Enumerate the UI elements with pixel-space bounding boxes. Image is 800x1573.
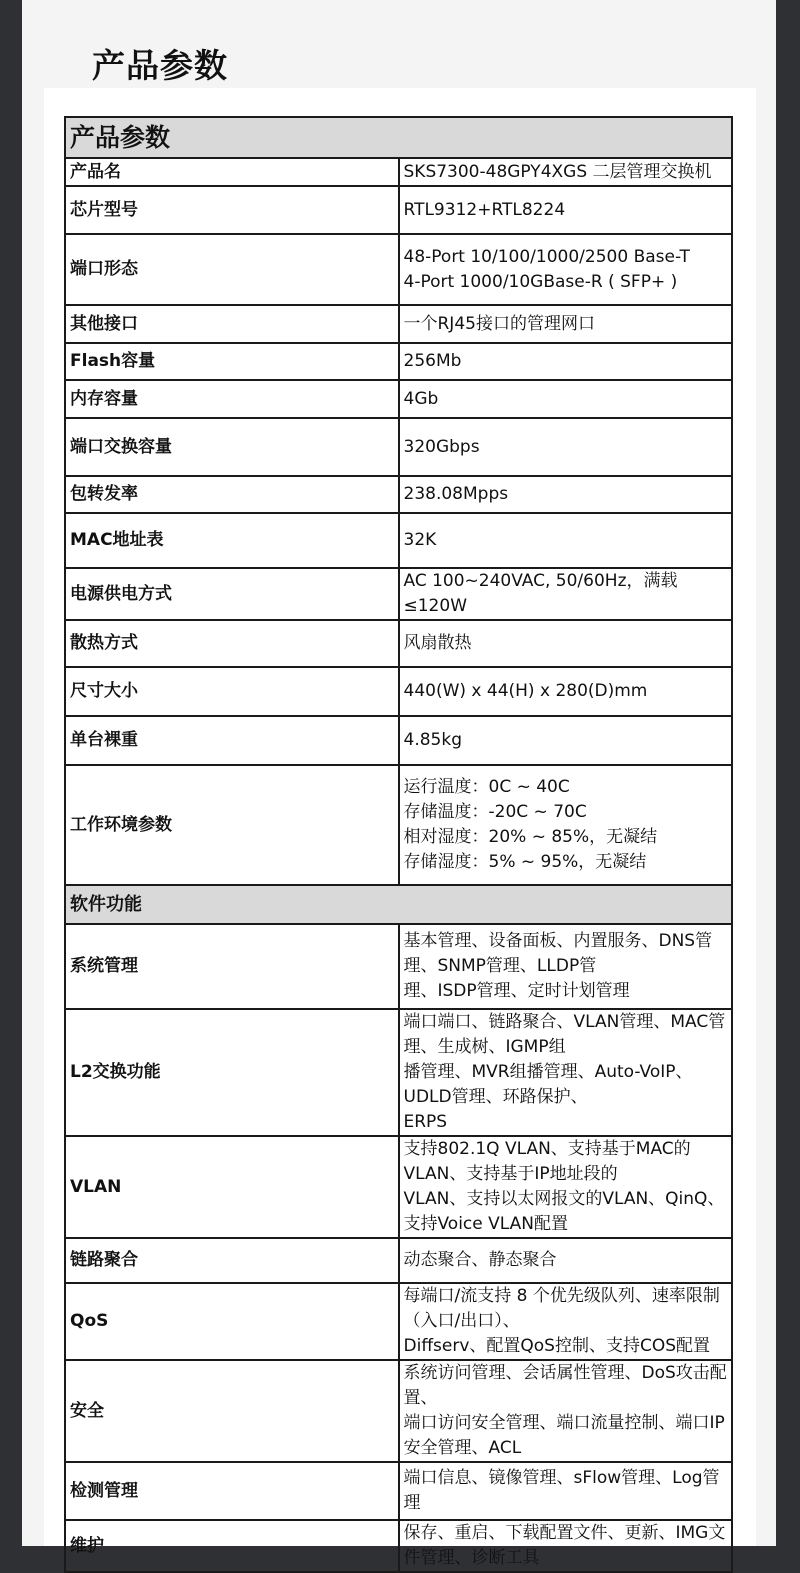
param-value-line: RTL9312+RTL8224 bbox=[403, 199, 566, 220]
param-value-line: 32K bbox=[403, 530, 437, 550]
param-value-line: 238.08Mpps bbox=[403, 484, 509, 504]
param-value-line: 端口信息、镜像管理、sFlow管理、Log管理 bbox=[403, 1468, 720, 1513]
param-value bbox=[399, 476, 733, 513]
param-value bbox=[399, 568, 733, 620]
software-param-row bbox=[65, 1360, 732, 1462]
param-value-line: 48-Port 10/100/1000/2500 Base-T bbox=[403, 246, 690, 267]
software-param-row bbox=[65, 1136, 732, 1238]
param-value bbox=[399, 716, 733, 765]
param-value-line: 理、ISDP管理、定时计划管理 bbox=[403, 981, 630, 1001]
param-value-line: 支持802.1Q VLAN、支持基于MAC的VLAN、支持基于IP地址段的 bbox=[403, 1139, 691, 1184]
param-value-line: 4Gb bbox=[403, 388, 439, 409]
param-value bbox=[399, 924, 733, 1009]
hardware-param-row bbox=[65, 418, 732, 476]
param-value-line: 320Gbps bbox=[403, 436, 480, 457]
param-value bbox=[399, 1238, 733, 1283]
table-title: 产品参数 bbox=[65, 117, 732, 158]
param-value-line: 相对湿度：20% ~ 85%，无凝结 bbox=[403, 827, 658, 847]
table-title-row bbox=[65, 117, 732, 158]
param-value-line: 256Mb bbox=[403, 351, 462, 371]
param-name: VLAN bbox=[65, 1136, 399, 1238]
param-value-line: Diffserv、配置QoS控制、支持COS配置 bbox=[403, 1336, 711, 1356]
param-name: 安全 bbox=[65, 1360, 399, 1462]
hardware-param-row bbox=[65, 620, 732, 667]
param-value-line: 4.85kg bbox=[403, 730, 462, 750]
param-name: MAC地址表 bbox=[65, 513, 399, 568]
hardware-param-row bbox=[65, 667, 732, 716]
param-value bbox=[399, 234, 733, 305]
param-value-line: 每端口/流支持 8 个优先级队列、速率限制（入口/出口）、 bbox=[403, 1286, 720, 1331]
param-value bbox=[399, 667, 733, 716]
software-param-row bbox=[65, 1520, 732, 1572]
param-value-line: 端口端口、链路聚合、VLAN管理、MAC管理、生成树、IGMP组 bbox=[403, 1012, 726, 1057]
param-name: 维护 bbox=[65, 1520, 399, 1572]
param-value bbox=[399, 765, 733, 885]
param-value bbox=[399, 1136, 733, 1238]
software-param-row bbox=[65, 1462, 732, 1520]
param-value-line: SKS7300-48GPY4XGS 二层管理交换机 bbox=[403, 161, 712, 182]
param-name: 系统管理 bbox=[65, 924, 399, 1009]
param-name: L2交换功能 bbox=[65, 1009, 399, 1136]
param-name: 产品名 bbox=[65, 158, 399, 186]
param-value-line: 动态聚合、静态聚合 bbox=[403, 1250, 557, 1270]
hardware-param-row bbox=[65, 716, 732, 765]
hardware-param-row bbox=[65, 476, 732, 513]
param-name: 端口交换容量 bbox=[65, 418, 399, 476]
param-value-line: 运行温度：0C ~ 40C bbox=[403, 777, 570, 797]
param-name: 内存容量 bbox=[65, 380, 399, 418]
param-value-line: 4-Port 1000/10GBase-R ( SFP+ ) bbox=[403, 271, 678, 292]
software-param-row bbox=[65, 1283, 732, 1360]
page-title: 产品参数 bbox=[92, 46, 228, 85]
param-value-line: ERPS bbox=[403, 1112, 448, 1132]
param-value bbox=[399, 1283, 733, 1360]
param-name: QoS bbox=[65, 1283, 399, 1360]
software-param-row bbox=[65, 924, 732, 1009]
param-name: 包转发率 bbox=[65, 476, 399, 513]
hardware-param-row bbox=[65, 158, 732, 186]
param-value-line: 基本管理、设备面板、内置服务、DNS管理、SNMP管理、LLDP管 bbox=[403, 931, 713, 976]
param-value bbox=[399, 305, 733, 343]
hardware-param-row bbox=[65, 765, 732, 885]
param-value bbox=[399, 158, 733, 186]
param-value bbox=[399, 1360, 733, 1462]
param-value bbox=[399, 343, 733, 380]
hardware-param-row bbox=[65, 186, 732, 234]
param-value-line: 440(W) x 44(H) x 280(D)mm bbox=[403, 681, 648, 701]
param-name: 单台裸重 bbox=[65, 716, 399, 765]
param-value bbox=[399, 1009, 733, 1136]
param-value-line: 播管理、MVR组播管理、Auto-VoIP、UDLD管理、环路保护、 bbox=[403, 1062, 693, 1107]
param-value bbox=[399, 620, 733, 667]
param-name: 散热方式 bbox=[65, 620, 399, 667]
hardware-param-row bbox=[65, 305, 732, 343]
param-value-line: 存储湿度：5% ~ 95%，无凝结 bbox=[403, 852, 647, 872]
software-section-title: 软件功能 bbox=[65, 885, 732, 924]
param-value-line: 保存、重启、下载配置文件、更新、IMG文件管理、诊断工具 bbox=[403, 1523, 726, 1568]
param-name: 检测管理 bbox=[65, 1462, 399, 1520]
hardware-param-row bbox=[65, 234, 732, 305]
param-name: 尺寸大小 bbox=[65, 667, 399, 716]
param-value-line: 系统访问管理、会话属性管理、DoS攻击配置、 bbox=[403, 1363, 727, 1408]
param-name: 其他接口 bbox=[65, 305, 399, 343]
software-param-row bbox=[65, 1009, 732, 1136]
param-name: 芯片型号 bbox=[65, 186, 399, 234]
hardware-param-row bbox=[65, 343, 732, 380]
param-value-line: 一个RJ45接口的管理网口 bbox=[403, 313, 595, 334]
param-value bbox=[399, 380, 733, 418]
param-value bbox=[399, 1462, 733, 1520]
param-value-line: 风扇散热 bbox=[403, 633, 472, 653]
param-name: 电源供电方式 bbox=[65, 568, 399, 620]
spec-table bbox=[64, 116, 733, 1573]
hardware-param-row bbox=[65, 380, 732, 418]
software-section-row bbox=[65, 885, 732, 924]
param-value bbox=[399, 418, 733, 476]
software-param-row bbox=[65, 1238, 732, 1283]
param-value bbox=[399, 513, 733, 568]
param-value-line: 端口访问安全管理、端口流量控制、端口IP安全管理、ACL bbox=[403, 1413, 725, 1458]
param-name: 端口形态 bbox=[65, 234, 399, 305]
param-value bbox=[399, 186, 733, 234]
param-value-line: VLAN、支持以太网报文的VLAN、QinQ、支持Voice VLAN配置 bbox=[403, 1189, 725, 1234]
param-value-line: 存储温度：-20C ~ 70C bbox=[403, 802, 587, 822]
param-name: Flash容量 bbox=[65, 343, 399, 380]
param-value bbox=[399, 1520, 733, 1572]
hardware-param-row bbox=[65, 568, 732, 620]
param-name: 工作环境参数 bbox=[65, 765, 399, 885]
hardware-param-row bbox=[65, 513, 732, 568]
param-value-line: AC 100~240VAC, 50/60Hz，满载≤120W bbox=[403, 571, 678, 616]
param-name: 链路聚合 bbox=[65, 1238, 399, 1283]
